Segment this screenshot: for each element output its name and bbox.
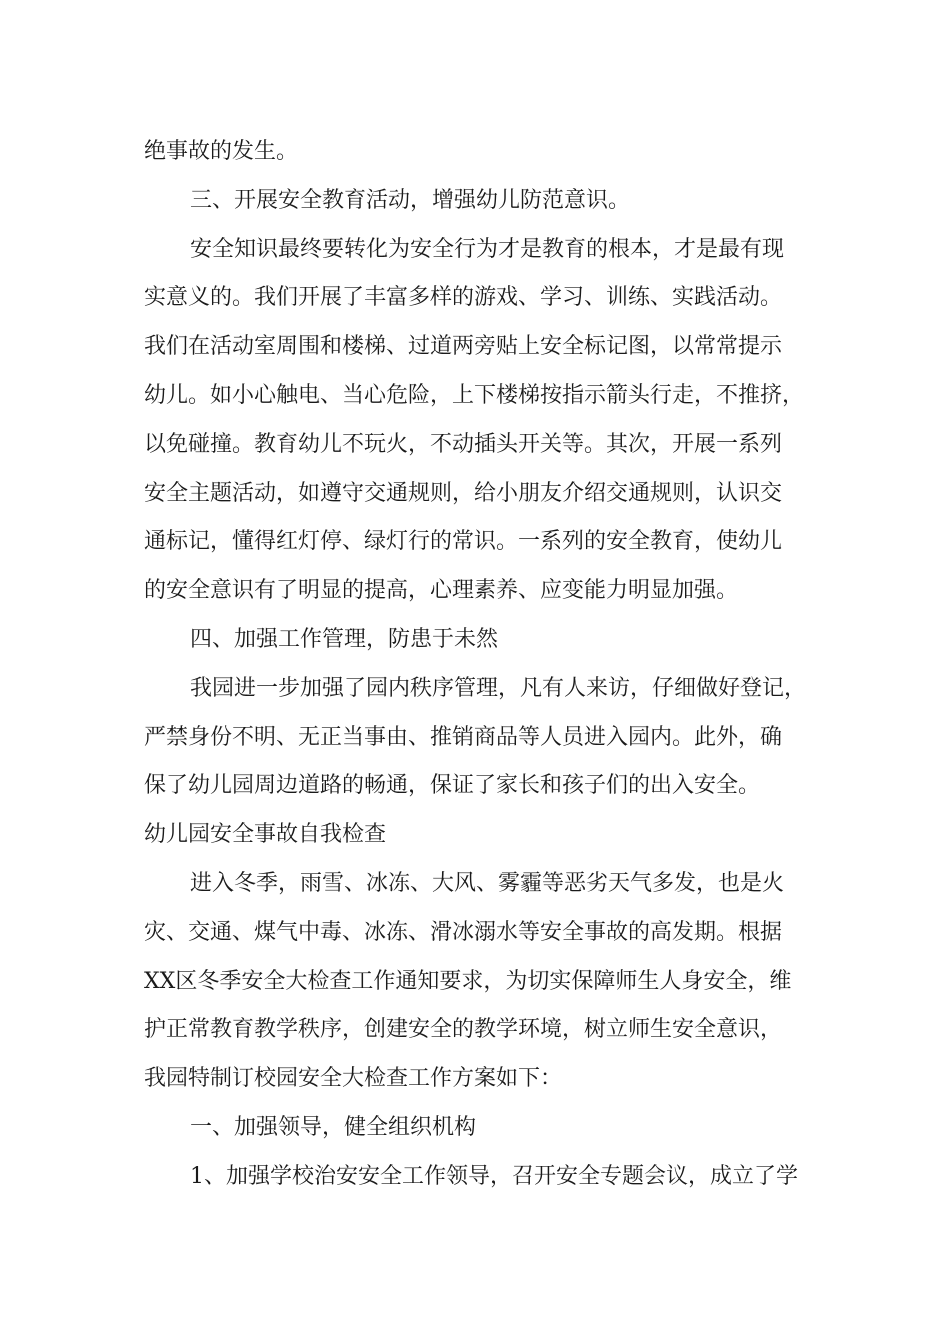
text-line: 通标记，懂得红灯停、绿灯行的常识。一系列的安全教育，使幼儿 <box>144 529 783 555</box>
text-line: 护正常教育教学秩序，创建安全的教学环境，树立师生安全意识， <box>144 1017 783 1043</box>
document-body <box>144 128 834 1202</box>
text-line: 我园特制订校园安全大检查工作方案如下： <box>144 1066 563 1092</box>
section-heading-4: 四、加强工作管理，防患于未然 <box>190 626 499 652</box>
text-line: 我园进一步加强了园内秩序管理，凡有人来访，仔细做好登记， <box>190 675 807 701</box>
document-subtitle: 幼儿园安全事故自我检查 <box>144 822 387 848</box>
text-line: 灾、交通、煤气中毒、冰冻、滑冰溺水等安全事故的高发期。根据 <box>144 919 783 945</box>
text-line: 以免碰撞。教育幼儿不玩火，不动插头开关等。其次，开展一系列 <box>144 431 783 457</box>
text-line: 安全知识最终要转化为安全行为才是教育的根本，才是最有现 <box>190 236 785 262</box>
text-line: 安全主题活动，如遵守交通规则，给小朋友介绍交通规则，认识交 <box>144 480 783 506</box>
text-line: 保了幼儿园周边道路的畅通，保证了家长和孩子们的出入安全。 <box>144 773 761 799</box>
section-heading-1: 一、加强领导，健全组织机构 <box>190 1114 477 1140</box>
text-line: 实意义的。我们开展了丰富多样的游戏、学习、训练、实践活动。 <box>144 285 783 311</box>
text-line: 1、加强学校治安安全工作领导，召开安全专题会议，成立了学 <box>190 1163 798 1189</box>
section-heading-3: 三、开展安全教育活动，增强幼儿防范意识。 <box>190 187 631 213</box>
text-line: 的安全意识有了明显的提高，心理素养、应变能力明显加强。 <box>144 578 739 604</box>
text-line: 绝事故的发生。 <box>144 139 299 164</box>
text-line: 严禁身份不明、无正当事由、推销商品等人员进入园内。此外，确 <box>144 724 783 750</box>
text-line: 幼儿。如小心触电、当心危险，上下楼梯按指示箭头行走，不推挤， <box>144 382 805 408</box>
text-line: XX区冬季安全大检查工作通知要求，为切实保障师生人身安全，维 <box>144 968 792 994</box>
text-line: 进入冬季，雨雪、冰冻、大风、雾霾等恶劣天气多发，也是火 <box>190 870 785 896</box>
text-line: 我们在活动室周围和楼梯、过道两旁贴上安全标记图，以常常提示 <box>144 334 783 360</box>
